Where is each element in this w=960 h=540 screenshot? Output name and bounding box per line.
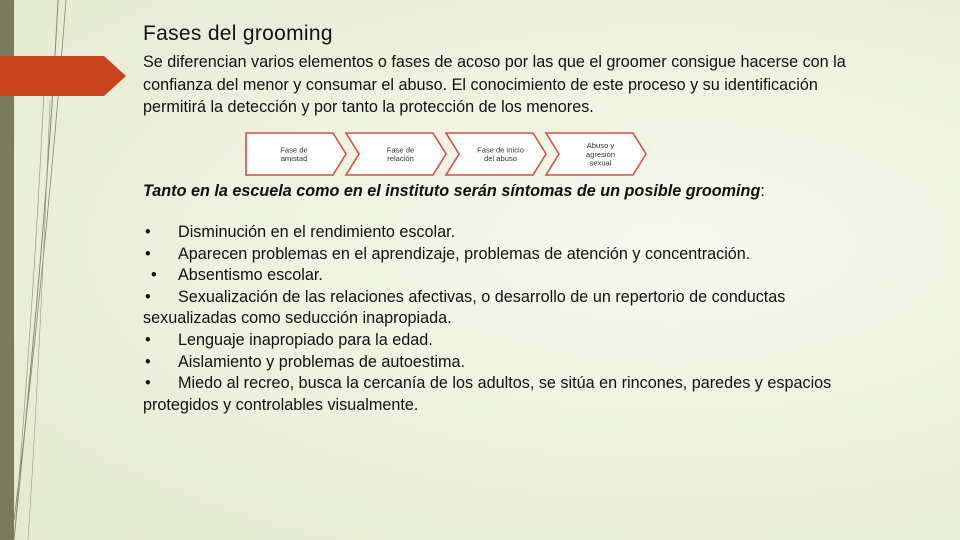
symptom-text: Disminución en el rendimiento escolar. — [178, 223, 456, 241]
intro-paragraph: Se diferencian varios elementos o fases de acoso por las que el groomer consigue hacerse con la confianza del menor y consumar el abuso. El conocimiento de este proceso y su identificación permitirá la detección y por tanto la protección de los menores. — [143, 53, 846, 116]
phases-diagram — [244, 131, 650, 177]
bullet-icon: • — [145, 287, 151, 306]
phase-label: amistad — [280, 154, 308, 164]
symptoms-list — [143, 222, 883, 416]
bullet-icon: • — [145, 244, 151, 263]
bullet-icon: • — [145, 374, 151, 393]
phase-label: relación — [387, 154, 414, 164]
phase-chevron — [446, 133, 546, 175]
symptom-item — [143, 330, 883, 352]
symptom-text: Absentismo escolar. — [178, 266, 323, 285]
symptom-text: Miedo al recreo, busca la cercanía de los adultos, se sitúa en rincones, paredes y espacios protegidos y controlables visualmente. — [143, 374, 832, 414]
symptom-text: Sexualización de las relaciones afectivas, o desarrollo de un repertorio de conductas sexualizadas como seducción inapropiada. — [143, 287, 786, 328]
page-title: Fases del grooming — [143, 22, 333, 45]
phase-label: sexual — [589, 158, 612, 168]
symptom-item — [143, 352, 883, 374]
phase-chevron — [546, 133, 646, 175]
symptoms-heading-colon: : — [760, 182, 765, 200]
symptom-text: Lenguaje inapropiado para la edad. — [178, 330, 433, 349]
phase-label: Fase de — [386, 145, 415, 155]
symptoms-heading-text: Tanto en la escuela como en el instituto serán síntomas de un posible grooming — [143, 182, 761, 200]
symptom-text: Aislamiento y problemas de autoestima. — [178, 352, 466, 371]
phase-label: del abuso — [484, 154, 517, 164]
phase-label: Fase de inicio — [477, 145, 524, 155]
accent-arrow — [0, 56, 126, 96]
bullet-icon: • — [151, 266, 157, 285]
bullet-icon: • — [145, 223, 151, 241]
symptom-item — [143, 287, 883, 330]
phase-label: Fase de — [280, 145, 308, 155]
phase-label: Abuso y — [586, 141, 615, 151]
phase-chevron — [246, 133, 346, 175]
symptom-text: Aparecen problemas en el aprendizaje, problemas de atención y concentración. — [178, 244, 751, 263]
symptom-item — [143, 222, 883, 244]
bullet-icon: • — [145, 330, 151, 349]
symptom-item — [143, 265, 883, 287]
symptom-item — [143, 373, 883, 416]
symptoms-heading — [143, 180, 883, 202]
bullet-icon: • — [145, 352, 151, 371]
phase-label: agresión — [585, 149, 616, 159]
symptom-item — [143, 244, 883, 266]
phase-chevron — [346, 133, 446, 175]
